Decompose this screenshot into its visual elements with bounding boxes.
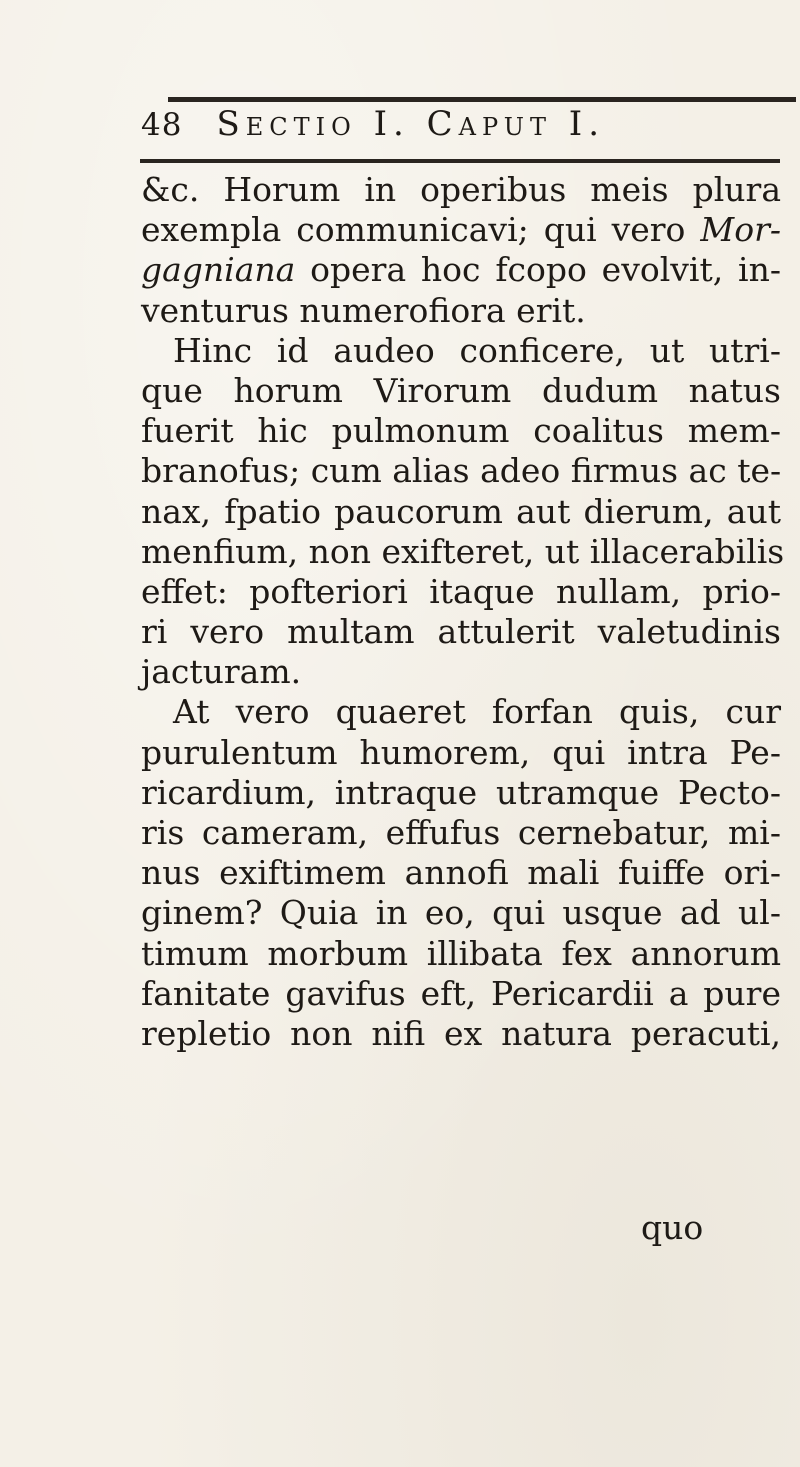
text-line: ri vero multam attulerit valetudinis <box>141 612 781 652</box>
text-line: timum morbum illibata fex annorum <box>141 933 781 973</box>
text-line: &c. Horum in operibus meis plura <box>141 170 781 209</box>
italic-name-part: gagniana <box>141 250 296 290</box>
running-header <box>141 104 781 154</box>
italic-name-part: Mor- <box>700 210 781 250</box>
text-line: nus exiftimem annofi mali fuiffe ori- <box>141 853 781 893</box>
text-line: ginem? Quia in eo, qui usque ad ul- <box>141 893 781 933</box>
text-line: nax, fpatio paucorum aut dierum, aut <box>141 491 781 531</box>
text-line: venturus numerofiora erit. <box>141 290 586 330</box>
text-line <box>141 210 781 250</box>
text-line: ricardium, intraque utramque Pecto- <box>141 772 781 812</box>
text-line <box>141 250 781 290</box>
page-number: 48 <box>141 107 183 143</box>
text-line: jacturam. <box>141 652 302 692</box>
text-line: que horum Virorum dudum natus <box>141 370 781 410</box>
text-line: purulentum humorem, qui intra Pe- <box>141 732 781 772</box>
text-line: branofus; cum alias adeo firmus ac te- <box>141 451 782 491</box>
text-line: At vero quaeret forfan quis, cur <box>173 692 781 732</box>
text-line: effet: pofteriori itaque nullam, prio- <box>141 571 781 611</box>
body-text <box>141 170 785 1054</box>
header-rule-bottom <box>140 159 780 163</box>
running-head: Sectio I. Caput I. <box>216 104 605 144</box>
text-line: menfium, non exifteret, ut illacerabilis <box>141 531 785 571</box>
text-line: Hinc id audeo conficere, ut utri- <box>173 330 781 370</box>
text-line: fanitate gavifus eft, Pericardii a pure <box>141 973 781 1013</box>
text-line: fuerit hic pulmonum coalitus mem- <box>141 411 781 451</box>
header-rule-top <box>168 97 796 102</box>
text-line-part: exempla communicavi; qui vero <box>141 210 701 250</box>
text-line: ris cameram, effufus cernebatur, mi- <box>141 813 781 852</box>
text-line: repletio non nifi ex natura peracuti, <box>141 1013 781 1053</box>
text-line-part: opera hoc fcopo evolvit, in- <box>295 250 781 290</box>
catchword: quo <box>641 1208 704 1247</box>
